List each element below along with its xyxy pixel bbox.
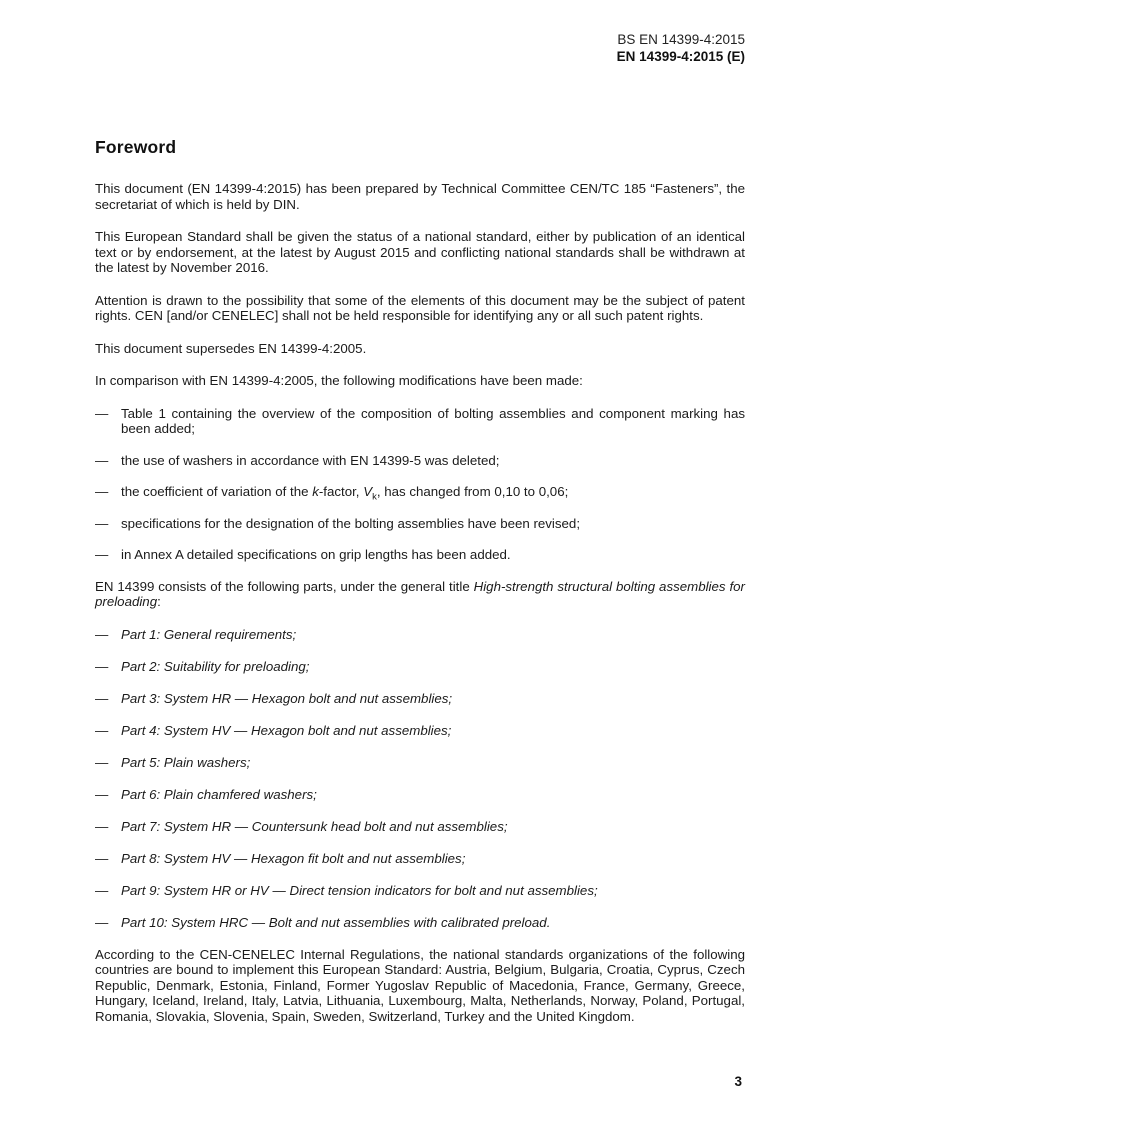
dash-bullet: — — [95, 786, 109, 802]
part-item — [95, 819, 745, 835]
dash-bullet: — — [95, 690, 109, 706]
subscript-segment: k — [372, 491, 377, 503]
paragraph-parts-intro — [95, 579, 745, 610]
modifications-list — [95, 406, 745, 563]
part-title: Part 2: Suitability for preloading; — [121, 658, 310, 674]
text-segment: , has changed from 0,10 to 0,06; — [376, 484, 569, 499]
paragraph-patent-rights: Attention is drawn to the possibility that some of the elements of this document may be the subject of patent rights. CEN [and/or CENELEC] shall not be held responsible for identifying any or all such patent rights. — [95, 292, 745, 323]
document-header — [95, 0, 745, 65]
dash-bullet: — — [95, 658, 109, 674]
dash-bullet: — — [95, 515, 109, 531]
text-segment: specifications for the designation of the bolting assemblies have been revised; — [121, 515, 581, 531]
part-item — [95, 755, 745, 771]
italic-segment: V — [363, 484, 373, 499]
part-title: Part 5: Plain washers; — [121, 754, 251, 770]
dash-bullet: — — [95, 547, 109, 562]
standard-reference-en: EN 14399-4:2015 (E) — [616, 49, 745, 64]
modification-text — [121, 516, 745, 532]
paragraph-supersedes: This document supersedes EN 14399-4:2005. — [95, 340, 367, 356]
part-title: Part 9: System HR or HV — Direct tension indicators for bolt and nut assemblies; — [121, 882, 598, 898]
modification-item — [95, 484, 745, 503]
part-title: Part 8: System HV — Hexagon fit bolt and nut assemblies; — [121, 850, 466, 866]
standard-reference-bs: BS EN 14399-4:2015 — [617, 32, 745, 47]
modification-item — [95, 453, 745, 469]
dash-bullet: — — [95, 882, 109, 898]
document-content-column — [95, 0, 745, 1089]
paragraph-national-status: This European Standard shall be given the status of a national standard, either by publication of an identical text or by endorsement, at the latest by August 2015 and conflicting national standards shall be withdrawn at the latest by November 2016. — [95, 229, 745, 275]
dash-bullet: — — [95, 914, 109, 930]
part-item — [95, 723, 745, 739]
foreword-heading: Foreword — [95, 137, 177, 157]
parts-list — [95, 627, 745, 931]
part-title: Part 3: System HR — Hexagon bolt and nut assemblies; — [121, 690, 453, 706]
part-title: Part 4: System HV — Hexagon bolt and nut assemblies; — [121, 722, 452, 738]
text-segment: in Annex A detailed specifications on grip lengths has been added. — [121, 547, 511, 562]
part-item — [95, 659, 745, 675]
dash-bullet: — — [95, 405, 109, 421]
modification-text — [121, 484, 745, 503]
part-item — [95, 851, 745, 867]
part-item — [95, 787, 745, 803]
dash-bullet: — — [95, 850, 109, 866]
part-item — [95, 883, 745, 899]
part-title: Part 6: Plain chamfered washers; — [121, 786, 317, 802]
modification-item — [95, 547, 745, 563]
modification-text — [121, 547, 745, 563]
dash-bullet: — — [95, 818, 109, 834]
text-segment: the coefficient of variation of the — [121, 484, 313, 499]
text-segment: Table 1 containing the overview of the composition of bolting assemblies and component marking has been added; — [121, 405, 745, 436]
part-item — [95, 627, 745, 643]
dash-bullet: — — [95, 626, 109, 642]
text-segment: EN 14399 consists of the following parts, under the general title — [95, 578, 474, 594]
part-item — [95, 691, 745, 707]
page-number: 3 — [734, 1074, 742, 1089]
paragraph-modifications-intro: In comparison with EN 14399-4:2005, the following modifications have been made: — [95, 373, 583, 388]
paragraph-implementing-countries: According to the CEN-CENELEC Internal Regulations, the national standards organizations of the following countries are bound to implement this European Standard: Austria, Belgium, Bulgaria, Croatia, Cyprus, Czech Republic, Denmark, Estonia, Finland, Former Yugoslav Republic of Macedonia, France, Germany, Greece, Hungary, Iceland, Ireland, Italy, Latvia, Lithuania, Luxembourg, Malta, Netherlands, Norway, Poland, Portugal, Romania, Slovakia, Slovenia, Spain, Sweden, Switzerland, Turkey and the United Kingdom. — [95, 946, 745, 1024]
dash-bullet: — — [95, 452, 109, 468]
modification-item — [95, 406, 745, 437]
text-segment: the use of washers in accordance with EN 14399-5 was deleted; — [121, 452, 500, 468]
part-item — [95, 915, 745, 931]
italic-segment: k — [312, 484, 319, 499]
modification-text — [121, 453, 745, 469]
text-segment: -factor, — [318, 484, 364, 499]
dash-bullet: — — [95, 722, 109, 738]
paragraph-prepared-by: This document (EN 14399-4:2015) has been prepared by Technical Committee CEN/TC 185 “Fasteners”, the secretariat of which is held by DIN. — [95, 181, 745, 212]
part-title: Part 7: System HR — Countersunk head bolt and nut assemblies; — [121, 818, 508, 834]
modification-text — [121, 406, 745, 437]
series-title-italic: High-strength structural bolting assemblies for preloading — [95, 578, 745, 609]
text-segment: : — [157, 594, 161, 609]
modification-item — [95, 516, 745, 532]
dash-bullet: — — [95, 754, 109, 770]
part-title: Part 10: System HRC — Bolt and nut assemblies with calibrated preload. — [121, 914, 551, 930]
part-title: Part 1: General requirements; — [121, 626, 297, 642]
dash-bullet: — — [95, 484, 109, 499]
